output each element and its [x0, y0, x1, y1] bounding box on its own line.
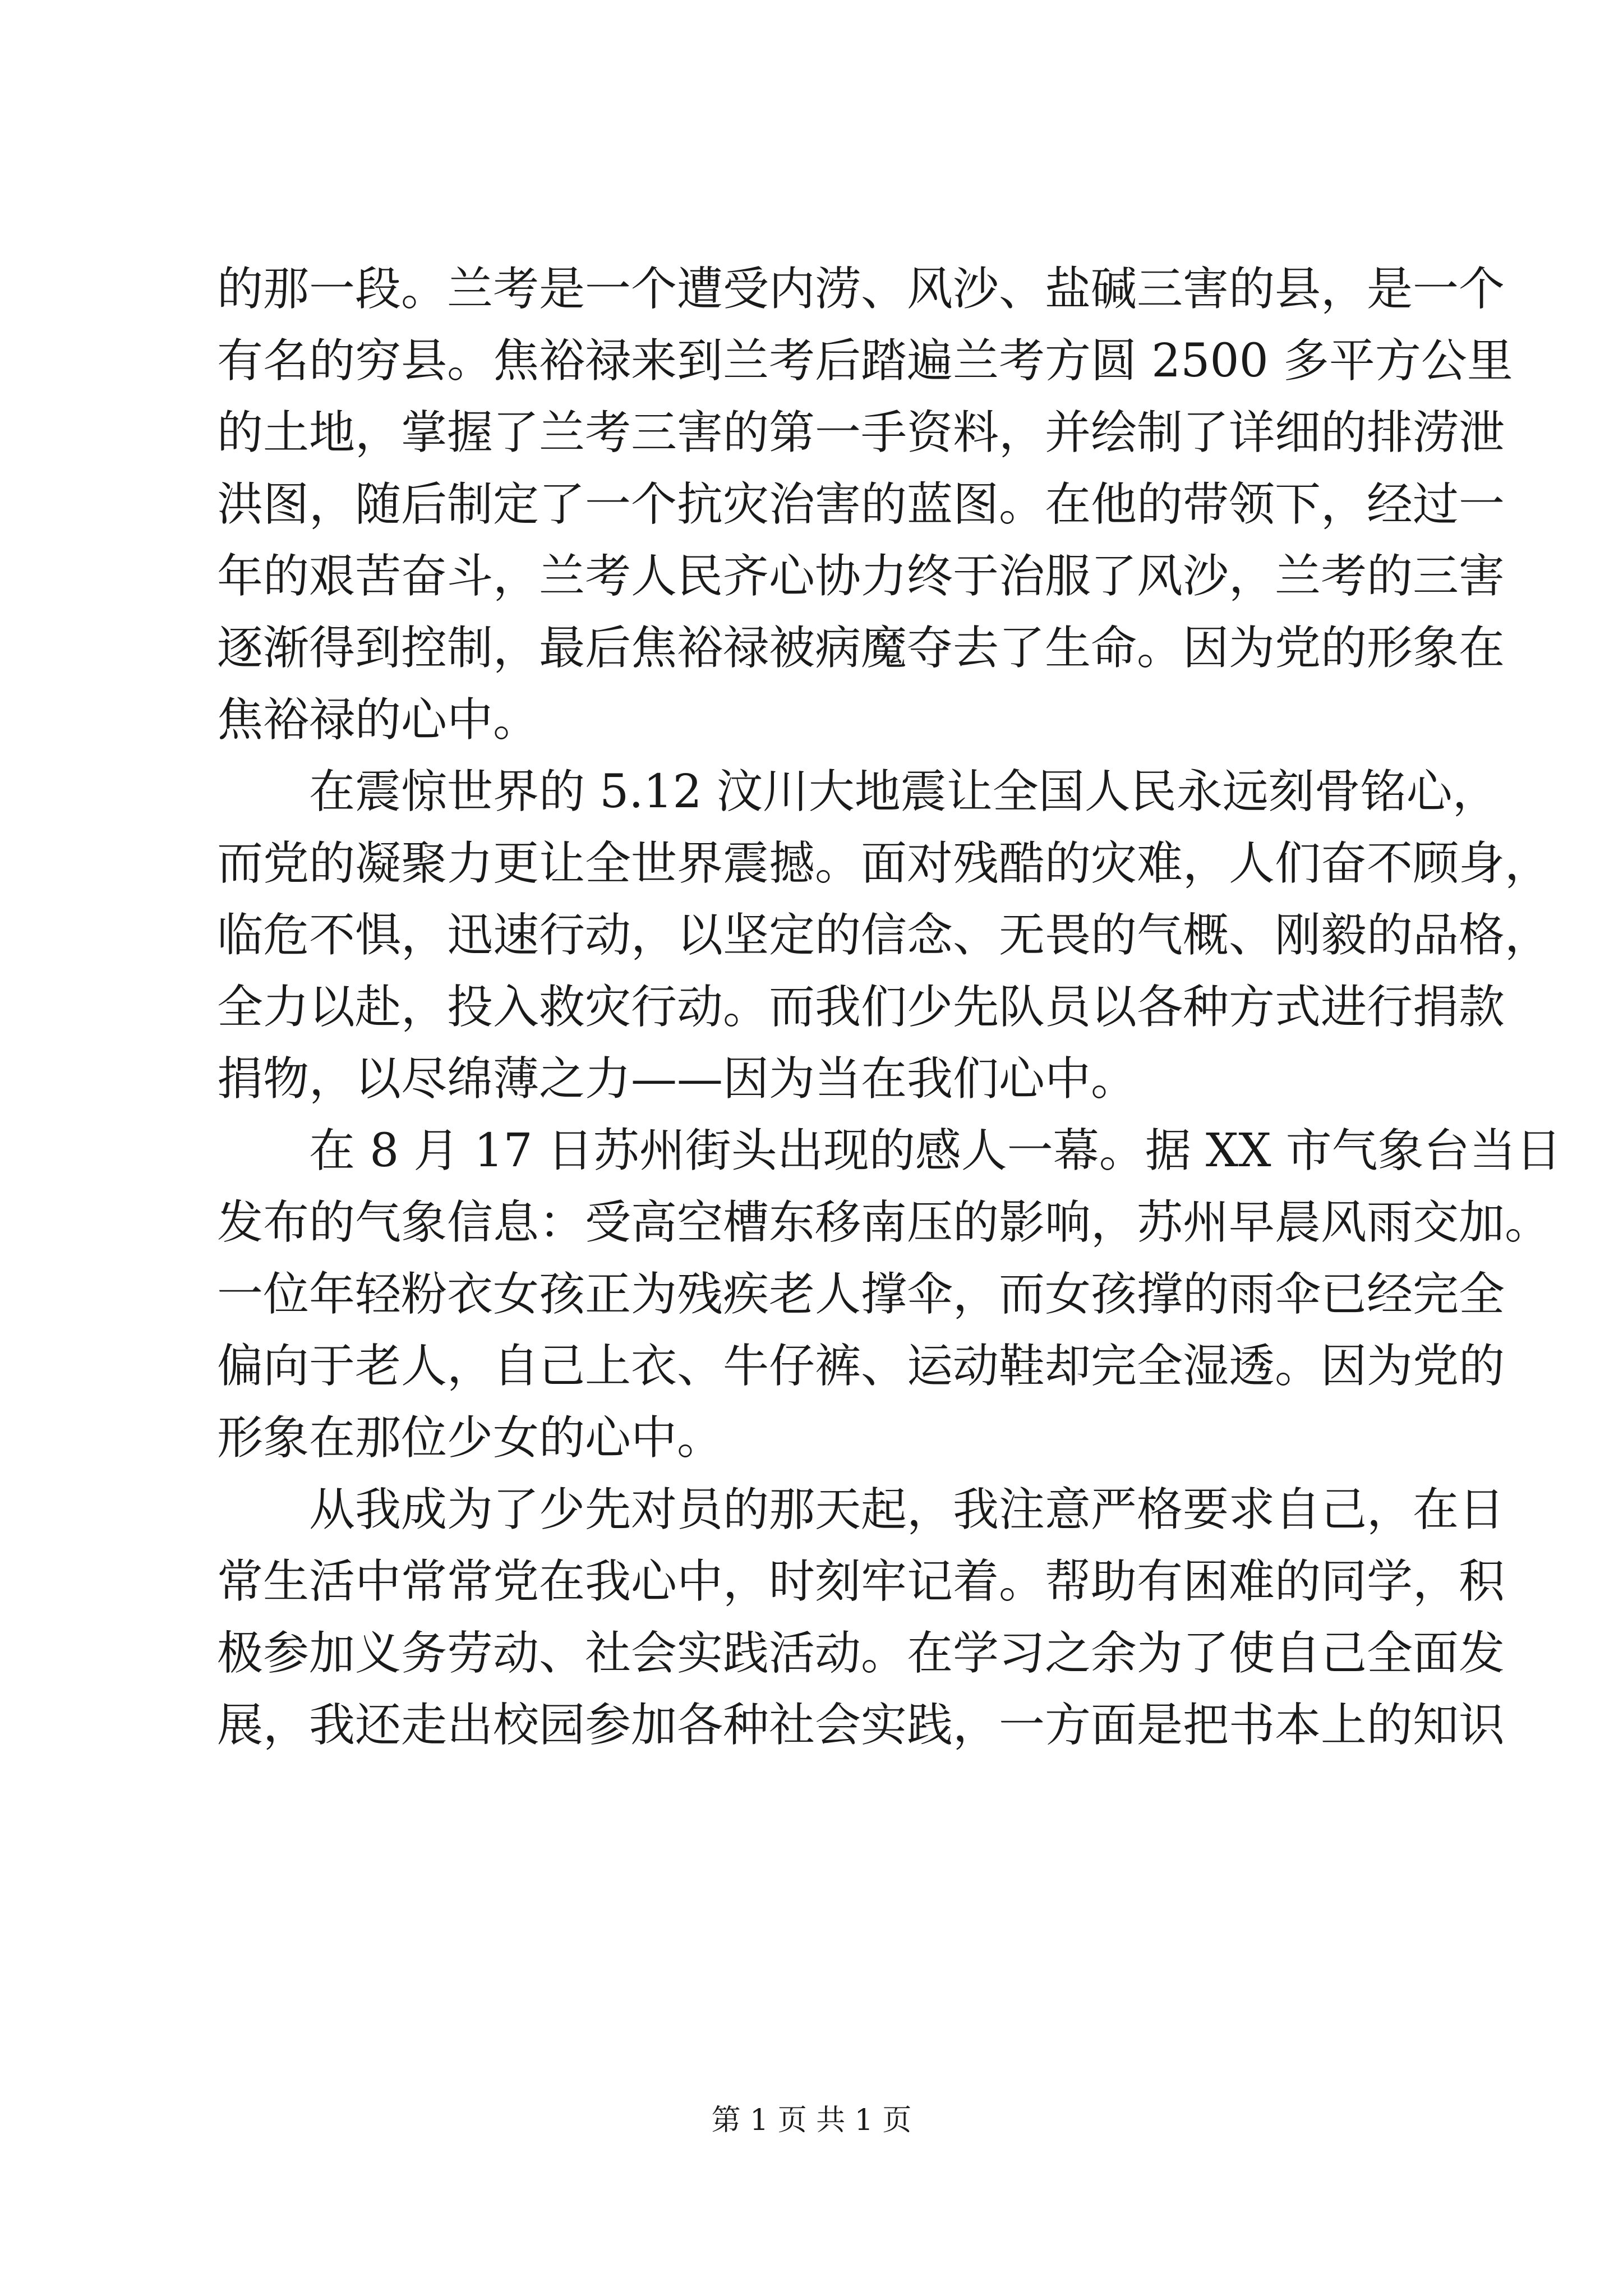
- text-line: 捐物，以尽绵薄之力——因为当在我们心中。: [217, 1052, 1137, 1106]
- text-line: 一位年轻粉衣女孩正为残疾老人撑伞，而女孩撑的雨伞已经完全: [217, 1268, 1505, 1321]
- text-line: 展，我还走出校园参加各种社会实践，一方面是把书本上的知识: [217, 1699, 1505, 1752]
- text-line: 在震惊世界的 5.12 汶川大地震让全国人民永远刻骨铭心，: [309, 765, 1498, 818]
- text-line: 全力以赴，投入救灾行动。而我们少先队员以各种方式进行捐款: [217, 981, 1505, 1034]
- text-line: 的那一段。兰考是一个遭受内涝、风沙、盐碱三害的县，是一个: [217, 263, 1505, 316]
- text-line: 焦裕禄的心中。: [217, 693, 540, 747]
- text-line: 洪图，随后制定了一个抗灾治害的蓝图。在他的带领下，经过一: [217, 478, 1505, 531]
- text-line: 临危不惧，迅速行动，以坚定的信念、无畏的气概、刚毅的品格，: [217, 909, 1551, 962]
- text-line: 而党的凝聚力更让全世界震撼。面对残酷的灾难，人们奋不顾身，: [217, 837, 1551, 890]
- text-line: 在 8 月 17 日苏州街头出现的感人一幕。据 XX 市气象台当日: [309, 1124, 1562, 1177]
- page-footer: 第 1 页 共 1 页: [711, 2104, 912, 2137]
- text-line: 发布的气象信息：受高空槽东移南压的影响，苏州早晨风雨交加。: [217, 1196, 1551, 1249]
- document-body: [217, 0, 1562, 1963]
- text-line: 偏向于老人，自己上衣、牛仔裤、运动鞋却完全湿透。因为党的: [217, 1340, 1505, 1393]
- text-line: 形象在那位少女的心中。: [217, 1411, 723, 1465]
- text-line: 极参加义务劳动、社会实践活动。在学习之余为了使自己全面发: [217, 1627, 1505, 1680]
- text-line: 从我成为了少先对员的那天起，我注意严格要求自己，在日: [309, 1483, 1505, 1536]
- text-line: 有名的穷县。焦裕禄来到兰考后踏遍兰考方圆 2500 多平方公里: [217, 334, 1513, 388]
- text-line: 逐渐得到控制，最后焦裕禄被病魔夺去了生命。因为党的形象在: [217, 622, 1505, 675]
- text-line: 常生活中常常党在我心中，时刻牢记着。帮助有困难的同学，积: [217, 1555, 1505, 1608]
- text-line: 年的艰苦奋斗，兰考人民齐心协力终于治服了风沙，兰考的三害: [217, 550, 1505, 603]
- text-line: 的土地，掌握了兰考三害的第一手资料，并绘制了详细的排涝泄: [217, 406, 1505, 459]
